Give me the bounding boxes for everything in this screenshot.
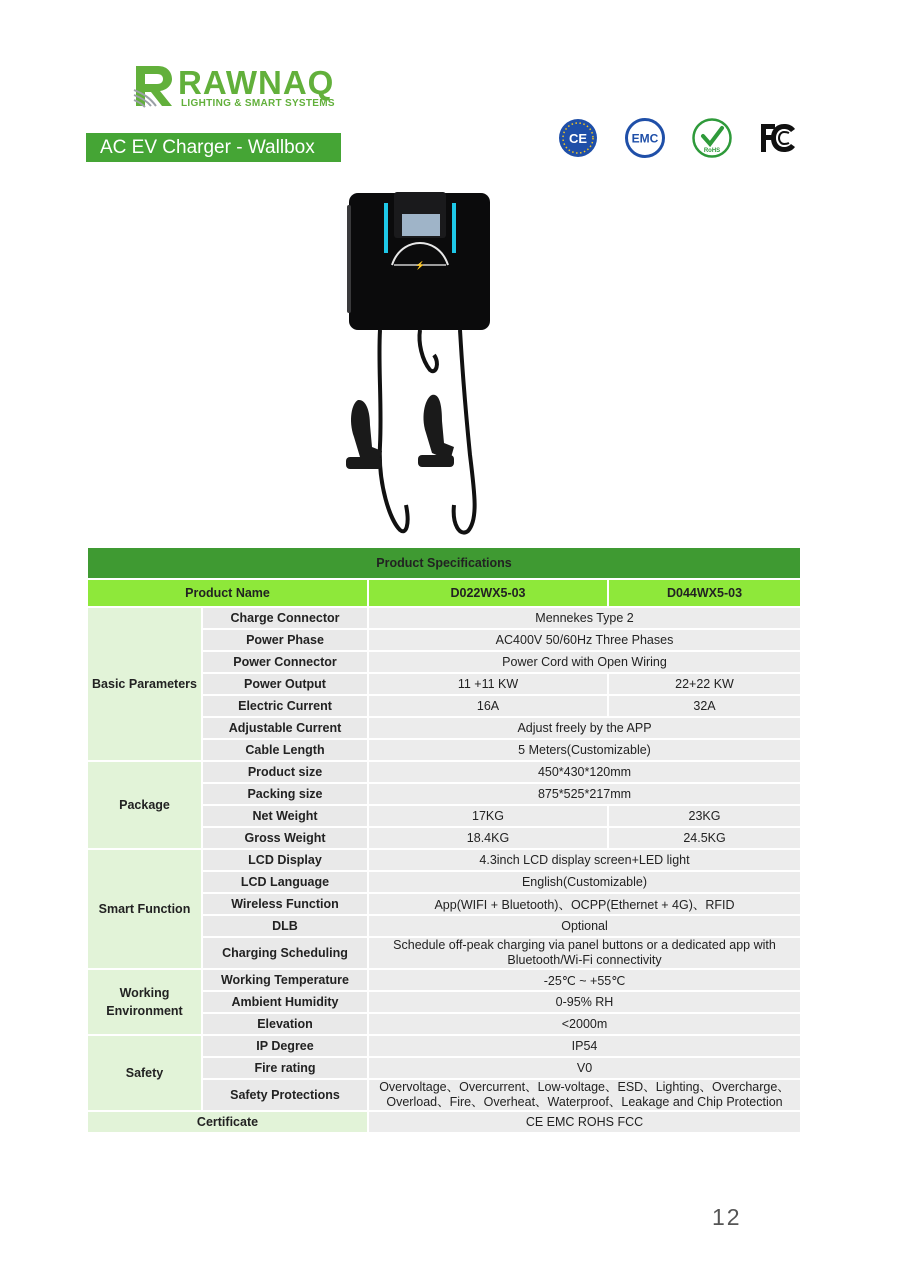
table-title: Product Specifications: [87, 547, 801, 579]
param-label: Electric Current: [202, 695, 368, 717]
table-row: [87, 1111, 801, 1133]
brand-logo: [132, 64, 372, 114]
ce-mark-icon: [558, 118, 598, 158]
param-label: Ambient Humidity: [202, 991, 368, 1013]
param-value: Adjust freely by the APP: [368, 717, 801, 739]
product-specifications-table: [86, 546, 802, 1134]
param-value: V0: [368, 1057, 801, 1079]
table-row: [87, 607, 801, 629]
category-safety: Safety: [87, 1035, 202, 1111]
param-label: Power Output: [202, 673, 368, 695]
param-label: IP Degree: [202, 1035, 368, 1057]
param-label: Power Phase: [202, 629, 368, 651]
param-value-a: 11 +11 KW: [368, 673, 608, 695]
table-title-row: [87, 547, 801, 579]
wallbox-charger-icon: [320, 185, 520, 540]
param-value: 875*525*217mm: [368, 783, 801, 805]
param-value: App(WIFI + Bluetooth)、OCPP(Ethernet + 4G)、RFID: [368, 893, 801, 915]
param-label: Fire rating: [202, 1057, 368, 1079]
param-label: Packing size: [202, 783, 368, 805]
certificate-label: Certificate: [87, 1111, 368, 1133]
product-title-banner: AC EV Charger - Wallbox: [86, 133, 341, 162]
param-label: Adjustable Current: [202, 717, 368, 739]
svg-text:RoHS: RoHS: [703, 148, 721, 154]
fcc-logo-icon: [758, 118, 798, 158]
svg-text:CE: CE: [568, 131, 588, 146]
svg-text:⚡: ⚡: [415, 261, 425, 270]
param-label: Net Weight: [202, 805, 368, 827]
page-number: 12: [712, 1204, 742, 1230]
brand-tagline: LIGHTING & SMART SYSTEMS: [181, 98, 335, 109]
param-value-b: 22+22 KW: [608, 673, 801, 695]
param-value-a: 17KG: [368, 805, 608, 827]
product-name-label: Product Name: [87, 579, 368, 607]
param-label: Product size: [202, 761, 368, 783]
category-smart-function: Smart Function: [87, 849, 202, 969]
param-label: Wireless Function: [202, 893, 368, 915]
param-value-a: 16A: [368, 695, 608, 717]
param-value: 5 Meters(Customizable): [368, 739, 801, 761]
param-label: Power Connector: [202, 651, 368, 673]
param-label: Charge Connector: [202, 607, 368, 629]
param-label: Charging Scheduling: [202, 937, 368, 969]
model-a-name: D022WX5-03: [368, 579, 608, 607]
param-value: Optional: [368, 915, 801, 937]
param-value: 0-95% RH: [368, 991, 801, 1013]
certificate-value: CE EMC ROHS FCC: [368, 1111, 801, 1133]
table-row: [87, 761, 801, 783]
param-value: <2000m: [368, 1013, 801, 1035]
param-value: -25℃ ~ +55℃: [368, 969, 801, 991]
param-value: 4.3inch LCD display screen+LED light: [368, 849, 801, 871]
param-label: Safety Protections: [202, 1079, 368, 1111]
param-value: English(Customizable): [368, 871, 801, 893]
table-row: [87, 969, 801, 991]
table-row: [87, 849, 801, 871]
param-value: Overvoltage、Overcurrent、Low-voltage、ESD、Lighting、Overcharge、Overload、Fire、Overheat、Waterproof、Leakage and Chip Protection: [368, 1079, 801, 1111]
param-label: Cable Length: [202, 739, 368, 761]
param-label: Gross Weight: [202, 827, 368, 849]
category-package: Package: [87, 761, 202, 849]
rohs-badge-icon: [692, 118, 732, 158]
param-value-b: 32A: [608, 695, 801, 717]
param-value: Mennekes Type 2: [368, 607, 801, 629]
param-label: DLB: [202, 915, 368, 937]
product-name-row: [87, 579, 801, 607]
param-label: Elevation: [202, 1013, 368, 1035]
rawnaq-r-logo-icon: [132, 64, 176, 108]
svg-text:EMC: EMC: [631, 131, 659, 146]
param-value-b: 23KG: [608, 805, 801, 827]
param-value: AC400V 50/60Hz Three Phases: [368, 629, 801, 651]
param-label: LCD Language: [202, 871, 368, 893]
category-working-environment: Working Environment: [87, 969, 202, 1035]
param-value: IP54: [368, 1035, 801, 1057]
category-basic-parameters: Basic Parameters: [87, 607, 202, 761]
model-b-name: D044WX5-03: [608, 579, 801, 607]
brand-name: RAWNAQ: [178, 64, 335, 101]
param-value: Power Cord with Open Wiring: [368, 651, 801, 673]
param-value-a: 18.4KG: [368, 827, 608, 849]
param-value: Schedule off-peak charging via panel buttons or a dedicated app with Bluetooth/Wi-Fi connectivity: [368, 937, 801, 969]
param-value: 450*430*120mm: [368, 761, 801, 783]
emc-badge-icon: [625, 118, 665, 158]
table-row: [87, 1035, 801, 1057]
param-value-b: 24.5KG: [608, 827, 801, 849]
param-label: LCD Display: [202, 849, 368, 871]
param-label: Working Temperature: [202, 969, 368, 991]
